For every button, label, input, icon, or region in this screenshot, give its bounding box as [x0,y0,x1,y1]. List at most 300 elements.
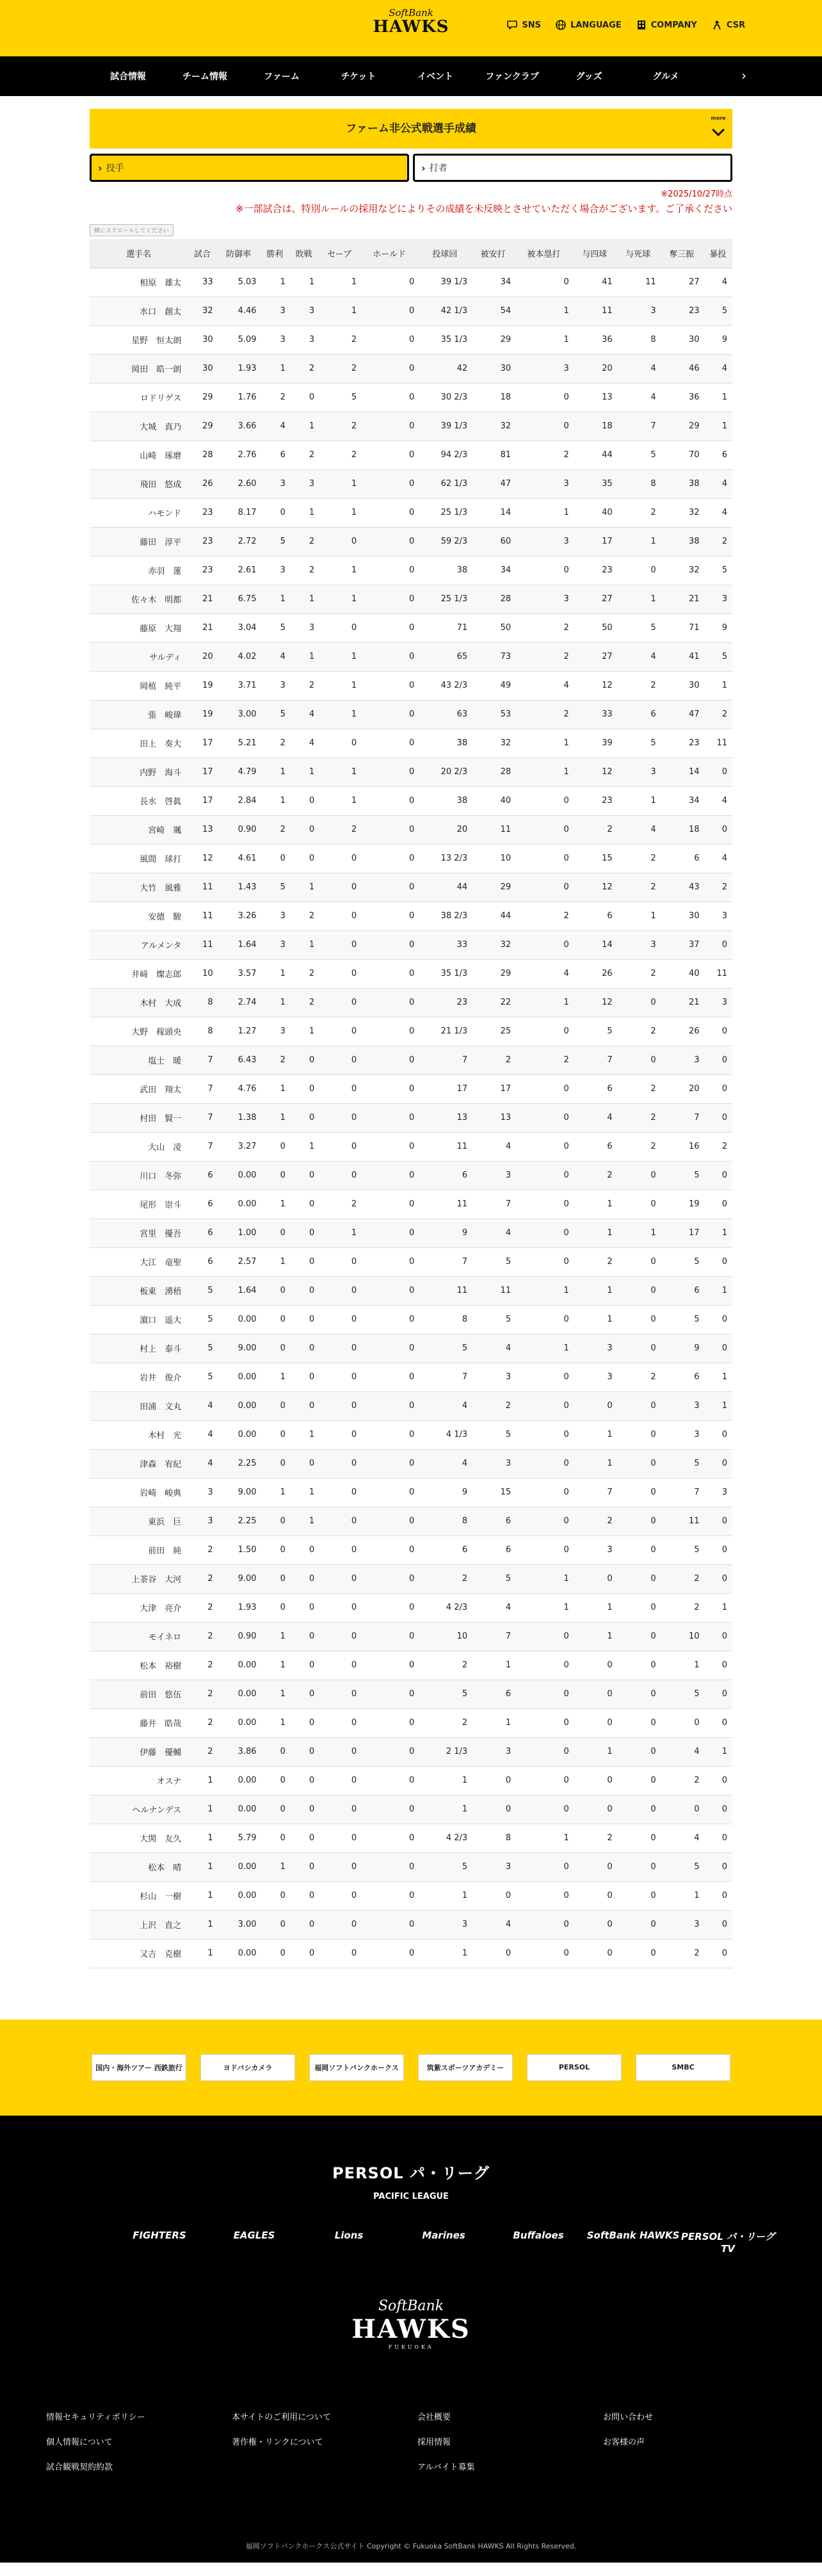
sponsor-banner[interactable]: 福岡ソフトバンクホークス [309,2054,404,2081]
stat-cell: 0 [616,1708,660,1737]
stat-cell: 0 [515,1708,573,1737]
stat-cell: 0 [704,1161,732,1190]
stat-cell: 47 [660,700,704,729]
sponsor-banner[interactable]: SMBC [636,2054,730,2081]
table-row [90,1910,732,1939]
player-name[interactable]: 伊藤 優輔 [90,1737,188,1766]
stat-cell: 20 [660,1074,704,1103]
header-link-sns[interactable] [506,19,541,31]
nav-item-team[interactable]: チーム情報 [182,72,227,82]
player-name[interactable]: 岩井 俊介 [90,1363,188,1391]
stat-cell: 23 [188,498,216,527]
player-name[interactable]: 風間 球打 [90,844,188,873]
stat-cell: 0 [318,1708,360,1737]
sponsor-banner[interactable]: 国内・海外ツアー 西鉄旅行 [92,2054,186,2081]
footer-link[interactable]: 会社概要 [417,2412,451,2422]
stat-cell: 0 [515,1535,573,1564]
player-name[interactable]: モイネロ [90,1622,188,1651]
global-nav [0,56,822,96]
header-link-language[interactable] [555,19,622,31]
table-row [90,1363,732,1391]
stat-cell: 1 [318,757,360,786]
player-name[interactable]: 村上 泰斗 [90,1334,188,1363]
stat-cell: 30 [188,325,216,354]
more-toggle[interactable] [709,115,727,141]
player-name[interactable]: 宮崎 颯 [90,815,188,844]
stat-cell: 0 [360,1680,418,1708]
footer-link[interactable]: 試合観戦契約約款 [46,2462,113,2472]
team-logo[interactable]: FIGHTERS [133,2229,186,2241]
stat-cell: 32 [471,930,515,959]
player-name[interactable]: 大野 稼頭央 [90,1017,188,1046]
stat-cell: 0 [515,873,573,902]
header-link-label: COMPANY [650,20,697,30]
sponsor-banner[interactable]: ヨドバシカメラ [200,2054,295,2081]
nav-item-goods[interactable]: グッズ [576,72,602,82]
nav-item-games[interactable]: 試合情報 [110,72,146,82]
stat-cell: 0 [616,1190,660,1219]
stat-cell: 3 [289,469,318,498]
stat-cell: 4 [704,268,732,296]
player-name[interactable]: 大山 凌 [90,1132,188,1161]
player-name[interactable]: 藤田 淳平 [90,527,188,556]
stat-cell: 0 [704,1766,732,1795]
player-name[interactable]: 上沢 直之 [90,1910,188,1939]
player-name[interactable]: 松本 晴 [90,1852,188,1881]
player-name[interactable]: 岩崎 峻典 [90,1478,188,1507]
header-link-label: SNS [522,20,541,30]
team-logo[interactable]: EAGLES [233,2229,275,2241]
player-name[interactable]: 前田 悠伍 [90,1680,188,1708]
stat-cell: 2 [188,1535,216,1564]
stat-cell: 0 [360,469,418,498]
player-name[interactable]: 赤羽 蓮 [90,556,188,585]
player-name[interactable]: 飛田 悠成 [90,469,188,498]
player-name[interactable]: 星野 恒太朗 [90,325,188,354]
stat-cell: 1 [289,757,318,786]
stat-cell: 0 [616,1910,660,1939]
stat-cell: 35 1/3 [418,959,471,988]
footer-hawks-logo[interactable] [351,2298,470,2350]
stat-cell: 0 [318,1074,360,1103]
stat-cell: 1 [515,757,573,786]
stat-cell: 4 [573,1103,616,1132]
stat-cell: 0 [360,1795,418,1824]
stat-cell: 0 [360,441,418,469]
stat-cell: 44 [573,441,616,469]
stat-cell: 11 [573,296,616,325]
stat-cell: 19 [660,1190,704,1219]
stat-cell: 3 [289,296,318,325]
player-name[interactable]: 木村 大成 [90,988,188,1017]
player-name[interactable]: アルメンタ [90,930,188,959]
stat-cell: 0 [573,1852,616,1881]
stat-cell: 4 [471,1132,515,1161]
tab-batter[interactable] [413,154,732,182]
stat-cell: 1 [515,729,573,757]
stat-cell: 0 [616,1391,660,1420]
stat-cell: 0 [318,902,360,930]
stat-cell: 7 [188,1074,216,1103]
table-row [90,1852,732,1881]
stat-cell: 1 [318,642,360,671]
table-row [90,268,732,296]
globe-icon [555,19,567,31]
stat-cell: 4 [704,469,732,498]
player-name[interactable]: 大江 竜聖 [90,1247,188,1276]
stat-cell: 3 [261,325,289,354]
player-name[interactable]: 塩士 暖 [90,1046,188,1074]
player-name[interactable]: 大津 亮介 [90,1593,188,1622]
player-name[interactable]: サルディ [90,642,188,671]
player-name[interactable]: ヘルナンデス [90,1795,188,1824]
stat-cell: 0 [261,1132,289,1161]
stat-cell: 3 [261,556,289,585]
hawks-logo[interactable] [373,8,449,36]
player-name[interactable]: 長水 啓眞 [90,786,188,815]
stat-cell: 54 [471,296,515,325]
player-name[interactable]: 藤井 皓哉 [90,1708,188,1737]
player-name[interactable]: オスナ [90,1766,188,1795]
stat-cell: 0 [704,1795,732,1824]
team-logo[interactable]: SoftBank HAWKS [586,2229,680,2241]
team-logo[interactable]: Marines [422,2229,465,2241]
nav-item-fanclub[interactable]: ファンクラブ [485,72,539,82]
pacific-league-brand[interactable] [0,2160,822,2201]
stat-cell: 14 [660,757,704,786]
stat-cell: 0 [515,786,573,815]
stat-cell: 39 1/3 [418,412,471,441]
stat-cell: 1 [616,585,660,613]
player-name[interactable]: 田上 奏大 [90,729,188,757]
player-name[interactable]: 藤原 大翔 [90,613,188,642]
stat-cell: 0 [360,1420,418,1449]
stat-cell: 4 [418,1391,471,1420]
stat-cell: 0 [289,1190,318,1219]
table-row [90,1334,732,1363]
stat-cell: 0 [360,1305,418,1334]
nav-item-gourmet[interactable]: グルメ [652,72,679,82]
player-name[interactable]: 大関 友久 [90,1824,188,1852]
stat-cell: 0 [318,1132,360,1161]
stat-cell: 2.84 [217,786,261,815]
stat-cell: 1 [318,1219,360,1247]
footer-link[interactable]: 著作権・リンクについて [232,2437,323,2447]
stat-cell: 0 [704,757,732,786]
stat-cell: 44 [418,873,471,902]
stat-cell: 1 [261,786,289,815]
stat-cell: 4 [616,354,660,383]
stat-cell: 0 [515,1680,573,1708]
stat-cell: 25 1/3 [418,585,471,613]
stat-cell: 1 [704,412,732,441]
stat-cell: 1 [704,383,732,412]
stat-cell: 0 [318,1680,360,1708]
table-row [90,930,732,959]
player-name[interactable]: 山崎 琢磨 [90,441,188,469]
footer-link[interactable]: お問い合わせ [603,2412,654,2422]
stat-cell: 4 [515,671,573,700]
player-name[interactable]: 井﨑 燦志郎 [90,959,188,988]
stat-cell: 28 [471,757,515,786]
stat-cell: 1 [616,902,660,930]
stat-cell: 30 [660,325,704,354]
stat-cell: 1.93 [217,1593,261,1622]
stat-cell: 0 [515,1507,573,1535]
player-name[interactable]: 尾形 崇斗 [90,1190,188,1219]
stat-cell: 0 [704,815,732,844]
footer-link[interactable]: 採用情報 [417,2437,451,2447]
stat-cell: 4.76 [217,1074,261,1103]
stat-cell: 0 [515,1363,573,1391]
stat-cell: 44 [471,902,515,930]
player-name[interactable]: 津森 宥紀 [90,1449,188,1478]
stat-cell: 5 [261,613,289,642]
footer-link[interactable]: お客様の声 [603,2437,645,2447]
stat-cell: 0 [261,1507,289,1535]
stat-cell: 30 [471,354,515,383]
stat-cell: 3 [616,757,660,786]
stat-cell: 0 [318,1507,360,1535]
player-name[interactable]: 安德 駿 [90,902,188,930]
stat-cell: 2 [418,1564,471,1593]
stat-cell: 1 [704,1219,732,1247]
player-name[interactable]: 松本 裕樹 [90,1651,188,1680]
stat-cell: 3.57 [217,959,261,988]
pitcher-stats-table [90,239,732,1968]
stat-cell: 7 [471,1622,515,1651]
stat-cell: 0 [318,1363,360,1391]
stat-cell: 0 [318,1017,360,1046]
team-logo[interactable]: PERSOL パ・リーグTV [681,2230,775,2255]
stat-cell: 0 [360,844,418,873]
stat-cell: 0 [573,1680,616,1708]
stat-cell: 1 [704,1737,732,1766]
stat-cell: 11 [418,1276,471,1305]
player-name[interactable]: 田浦 文丸 [90,1391,188,1420]
stat-cell: 5 [704,642,732,671]
stat-cell: 1 [261,1103,289,1132]
stat-cell: 0 [318,1939,360,1968]
stat-cell: 0 [360,1074,418,1103]
stat-cell: 2 [573,1161,616,1190]
player-name[interactable]: 大城 真乃 [90,412,188,441]
table-row [90,757,732,786]
stat-cell: 39 [573,729,616,757]
stat-cell: 0 [616,1161,660,1190]
stat-cell: 8 [471,1824,515,1852]
stat-cell: 1 [704,1363,732,1391]
player-name[interactable]: 板東 湧梧 [90,1276,188,1305]
stat-cell: 2 [188,1680,216,1708]
header-link-csr[interactable] [711,19,745,31]
stat-cell: 0 [360,498,418,527]
stat-cell: 16 [660,1132,704,1161]
player-name[interactable]: 岡植 純平 [90,671,188,700]
stat-cell: 0 [360,412,418,441]
stat-cell: 38 [660,469,704,498]
stat-cell: 0 [515,1449,573,1478]
player-name[interactable]: 濵口 遥大 [90,1305,188,1334]
stat-cell: 0 [261,1593,289,1622]
header-link-company[interactable] [636,19,697,31]
stat-cell: 2 [660,1766,704,1795]
player-name[interactable]: 木村 光 [90,1420,188,1449]
stat-cell: 11 [471,1276,515,1305]
stat-cell: 29 [471,959,515,988]
stat-cell: 3 [261,296,289,325]
stat-cell: 50 [471,613,515,642]
player-name[interactable]: 東浜 巨 [90,1507,188,1535]
footer-link[interactable]: 情報セキュリティポリシー [46,2412,145,2422]
stat-cell: 1 [318,671,360,700]
stat-cell: 0 [289,844,318,873]
stat-cell: 1 [515,1276,573,1305]
nav-item-ticket[interactable]: チケット [341,72,376,82]
stat-cell: 0 [318,1103,360,1132]
stat-cell: 6 [660,1276,704,1305]
player-name[interactable]: 張 峻瑋 [90,700,188,729]
stat-cell: 0 [704,1564,732,1593]
player-name[interactable]: 上茶谷 大河 [90,1564,188,1593]
player-name[interactable]: 大竹 風雅 [90,873,188,902]
stat-cell: 5 [471,1247,515,1276]
footer-link[interactable]: アルバイト募集 [417,2462,475,2472]
stat-cell: 0.00 [217,1305,261,1334]
stat-cell: 0.00 [217,1939,261,1968]
stat-cell: 3 [261,902,289,930]
stat-cell: 0 [616,1680,660,1708]
stat-cell: 5.03 [217,268,261,296]
stat-cell: 0 [515,412,573,441]
footer-links [46,2410,789,2472]
stat-cell: 0 [289,1363,318,1391]
stat-cell: 1 [515,296,573,325]
stat-cell: 0 [515,1219,573,1247]
stat-cell: 0 [360,1449,418,1478]
stat-cell: 1 [188,1824,216,1852]
stat-cell: 1 [261,1708,289,1737]
stat-cell: 2 [660,1564,704,1593]
stat-cell: 1 [573,1622,616,1651]
sponsor-banner[interactable]: 筑紫スポーツアカデミー [418,2054,513,2081]
stat-cell: 65 [418,642,471,671]
stat-cell: 0 [573,1766,616,1795]
player-name[interactable]: 水口 創太 [90,296,188,325]
stat-cell: 5 [188,1334,216,1363]
table-row [90,556,732,585]
stat-cell: 0 [573,1708,616,1737]
stat-cell: 0 [360,527,418,556]
footer-link[interactable]: 個人情報について [46,2437,113,2447]
stat-cell: 0 [261,1939,289,1968]
stat-cell: 2 [318,325,360,354]
player-name[interactable]: 川口 冬弥 [90,1161,188,1190]
stat-cell: 38 [660,527,704,556]
stat-cell: 0 [318,613,360,642]
team-logo[interactable]: Lions [334,2229,364,2241]
stat-cell: 3 [515,354,573,383]
sponsor-banner[interactable]: PERSOL [527,2054,622,2081]
player-name[interactable]: 前田 純 [90,1535,188,1564]
stat-cell: 0 [704,1910,732,1939]
stat-cell: 11 [188,902,216,930]
stat-cell: 2 [289,671,318,700]
player-name[interactable]: ハモンド [90,498,188,527]
stat-cell: 0 [515,1017,573,1046]
stat-cell: 2 [188,1593,216,1622]
nav-next-arrow-icon[interactable]: › [741,68,746,83]
player-name[interactable]: ロドリゲス [90,383,188,412]
player-name[interactable]: 岡田 皓一朗 [90,354,188,383]
stat-cell: 2 [704,1132,732,1161]
stat-cell: 1 [261,1680,289,1708]
player-name[interactable]: 佐々木 明都 [90,585,188,613]
stat-cell: 1 [573,1305,616,1334]
footer-link[interactable]: 本サイトのご利用について [232,2412,331,2422]
stat-cell: 94 2/3 [418,441,471,469]
more-toggle-label: more [711,115,726,121]
stat-cell: 0.00 [217,1708,261,1737]
stat-cell: 81 [471,441,515,469]
stat-cell: 4 [188,1420,216,1449]
stat-cell: 11 [704,959,732,988]
stat-cell: 4 [261,412,289,441]
player-name[interactable]: 武田 翔太 [90,1074,188,1103]
nav-item-farm[interactable]: ファーム [264,72,300,82]
stat-cell: 1 [289,1017,318,1046]
team-logo[interactable]: Buffaloes [513,2229,564,2241]
table-row [90,671,732,700]
stat-cell: 1 [261,1190,289,1219]
stat-cell: 2 [616,1074,660,1103]
player-name[interactable]: 又吉 克樹 [90,1939,188,1968]
stat-cell: 2 [318,412,360,441]
stat-cell: 0 [360,873,418,902]
stat-cell: 0 [318,1795,360,1824]
stat-cell: 33 [188,268,216,296]
stat-cell: 5 [418,1334,471,1363]
stat-cell: 35 [573,469,616,498]
stat-cell: 0 [318,1651,360,1680]
stat-cell: 0.00 [217,1190,261,1219]
stat-cell: 23 [573,786,616,815]
nav-item-event[interactable]: イベント [417,72,453,82]
stat-cell: 7 [418,1363,471,1391]
stat-cell: 42 1/3 [418,296,471,325]
player-name[interactable]: 村田 賢一 [90,1103,188,1132]
player-name[interactable]: 杉山 一樹 [90,1881,188,1910]
stat-cell: 6 [471,1680,515,1708]
player-name[interactable]: 内野 海斗 [90,757,188,786]
player-name[interactable]: 宮里 優吾 [90,1219,188,1247]
stat-cell: 0.00 [217,1363,261,1391]
stat-cell: 13 [471,1103,515,1132]
stat-cell: 1.43 [217,873,261,902]
stat-cell: 1 [418,1795,471,1824]
column-header: 被安打 [471,239,515,268]
stat-cell: 0 [515,1103,573,1132]
stat-cell: 7 [188,1132,216,1161]
stat-cell: 0 [289,1939,318,1968]
stat-cell: 0 [318,1449,360,1478]
tab-pitcher[interactable] [90,154,409,182]
stat-cell: 6 [418,1535,471,1564]
stat-cell: 0 [704,1420,732,1449]
stat-cell: 11 [418,1190,471,1219]
player-name[interactable]: 相原 雄太 [90,268,188,296]
stat-cell: 0 [616,1651,660,1680]
